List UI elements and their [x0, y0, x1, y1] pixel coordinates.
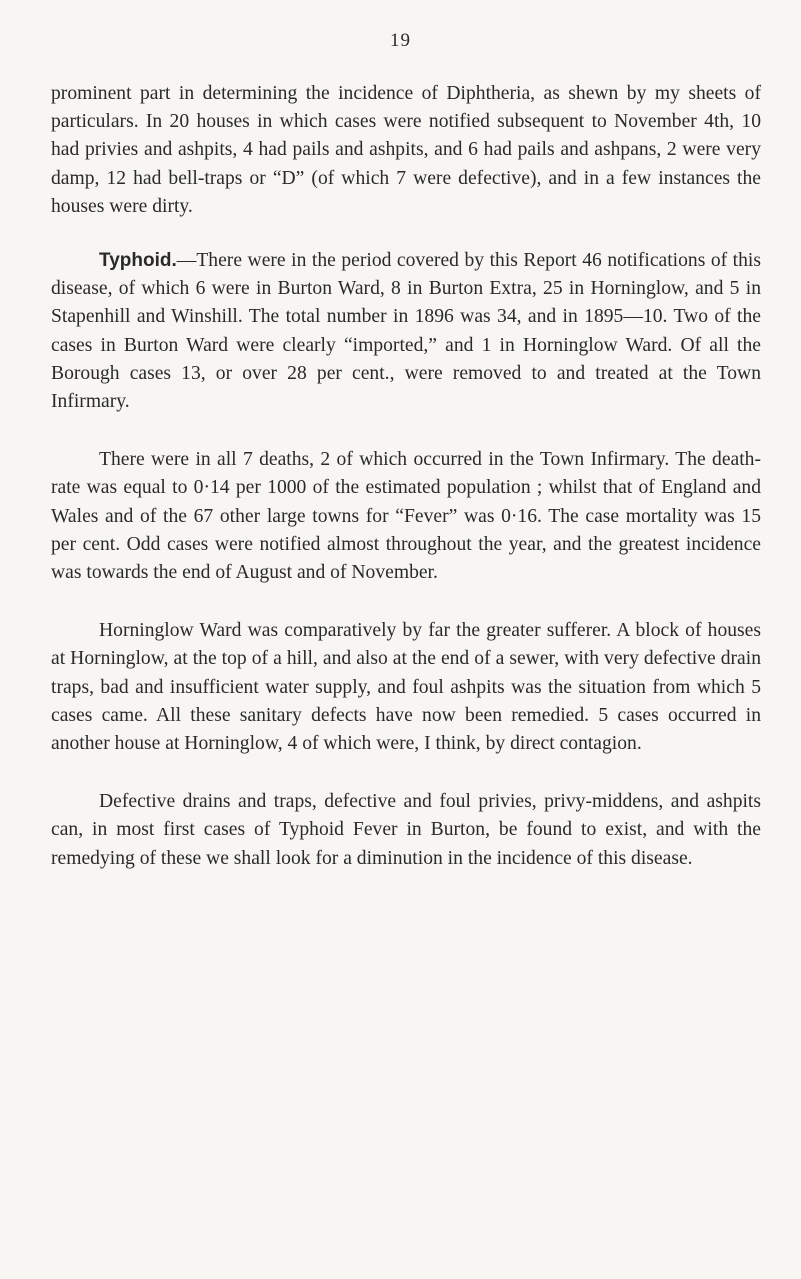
paragraph-horninglow: Horninglow Ward was comparatively by far the greater sufferer. A block of houses at Horninglow, at the top of a hill, and also at the end of a sewer, with very defective drain traps, bad and insufficient water supply, and foul ashpits was the situation from which 5 cases came. All these sanitary defects have now been remedied. 5 cases occurred in another house at Horninglow, 4 of which were, I think, by direct contagion.	[51, 620, 761, 755]
paragraph-defective-drains: Defective drains and traps, defective and foul privies, privy-middens, and ashpits can, in most first cases of Typhoid Fever in Burton, be found to exist, and with the remedying of these we shall look for a diminution in the incidence of this disease.	[51, 791, 761, 869]
body-text	[51, 80, 761, 873]
paragraph-diphtheria-continued: prominent part in determining the incidence of Diphtheria, as shewn by my sheets of particulars. In 20 houses in which cases were notified subsequent to November 4th, 10 had privies and ashpits, 4 had pails and ashpits, and 6 had pails and ashpans, 2 were very damp, 12 had bell-traps or “D” (of which 7 were defective), and in a few instances the houses were dirty.	[51, 83, 761, 217]
paragraph-deaths: There were in all 7 deaths, 2 of which occurred in the Town Infirmary. The death-rate was equal to 0·14 per 1000 of the estimated population ; whilst that of England and Wales and of the 67 other large towns for “Fever” was 0·16. The case mortality was 15 per cent. Odd cases were notified almost throughout the year, and the greatest incidence was towards the end of August and of November.	[51, 449, 761, 584]
section-heading-typhoid: Typhoid.	[99, 250, 177, 272]
paragraph-typhoid-text: —There were in the period covered by this Report 46 notifications of this disease, of which 6 were in Burton Ward, 8 in Burton Extra, 25 in Horninglow, and 5 in Stapenhill and Winshill. The total number in 1896 was 34, and in 1895—10. Two of the cases in Burton Ward were clearly “imported,” and 1 in Horninglow Ward. Of all the Borough cases 13, or over 28 per cent., were removed to and treated at the Town Infirmary.	[51, 250, 761, 413]
page-number: 19	[390, 30, 411, 51]
paragraph-typhoid	[51, 247, 761, 416]
